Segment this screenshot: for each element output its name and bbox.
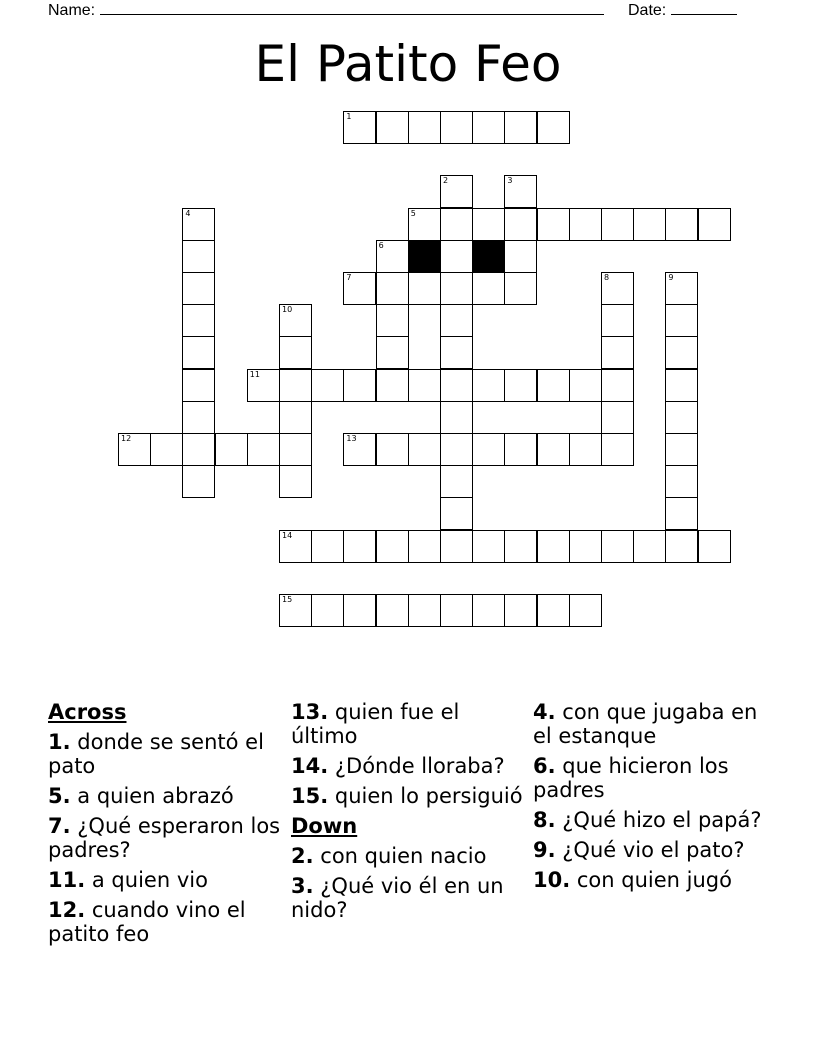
crossword-cell[interactable]	[665, 433, 698, 466]
crossword-cell[interactable]	[311, 530, 344, 563]
crossword-cell[interactable]	[182, 304, 215, 337]
crossword-cell[interactable]	[569, 433, 602, 466]
crossword-cell[interactable]	[472, 272, 505, 305]
crossword-cell[interactable]	[633, 530, 666, 563]
crossword-cell[interactable]	[665, 530, 698, 563]
puzzle-title: El Patito Feo	[254, 35, 562, 93]
crossword-cell[interactable]	[279, 401, 312, 434]
crossword-cell[interactable]	[376, 111, 409, 144]
crossword-cell[interactable]	[440, 208, 473, 241]
blocked-cell	[408, 240, 441, 273]
clue-across-5: 5. a quien abrazó	[48, 784, 234, 808]
crossword-cell[interactable]	[279, 594, 312, 627]
crossword-cell[interactable]	[601, 304, 634, 337]
clue-across-15: 15. quien lo persiguió	[291, 784, 523, 808]
crossword-cell[interactable]	[440, 369, 473, 402]
crossword-cell[interactable]	[472, 111, 505, 144]
clue-across-11: 11. a quien vio	[48, 868, 208, 892]
crossword-cell[interactable]	[504, 111, 537, 144]
crossword-cell[interactable]	[472, 369, 505, 402]
crossword-cell[interactable]	[182, 336, 215, 369]
crossword-cell[interactable]	[601, 433, 634, 466]
date-label: Date:	[628, 2, 667, 19]
clue-across-7: 7. ¿Qué esperaron los padres?	[48, 814, 281, 862]
crossword-cell[interactable]	[376, 433, 409, 466]
crossword-cell[interactable]	[408, 208, 441, 241]
crossword-cell[interactable]	[182, 401, 215, 434]
crossword-cell[interactable]	[472, 208, 505, 241]
crossword-cell[interactable]	[376, 530, 409, 563]
clue-across-13: 13. quien fue el último	[291, 700, 460, 748]
crossword-cell[interactable]	[440, 336, 473, 369]
crossword-cell[interactable]	[343, 530, 376, 563]
clue-down-2: 2. con quien nacio	[291, 844, 487, 868]
crossword-cell[interactable]	[472, 433, 505, 466]
crossword-cell[interactable]	[376, 594, 409, 627]
clue-across-1: 1. donde se sentó el pato	[48, 730, 264, 778]
clue-number: 14	[282, 530, 293, 540]
crossword-cell[interactable]	[601, 401, 634, 434]
clue-number: 6	[378, 240, 384, 250]
crossword-cell[interactable]	[440, 465, 473, 498]
crossword-cell[interactable]	[440, 433, 473, 466]
crossword-cell[interactable]	[504, 240, 537, 273]
clue-number: 10	[282, 305, 293, 315]
crossword-cell[interactable]	[182, 240, 215, 273]
crossword-cell[interactable]	[376, 272, 409, 305]
crossword-cell[interactable]	[665, 304, 698, 337]
clue-number: 9	[668, 273, 674, 282]
clue-column-2	[291, 700, 531, 928]
clue-number: 5	[410, 208, 416, 218]
crossword-cell[interactable]	[440, 304, 473, 337]
crossword-cell[interactable]	[376, 304, 409, 337]
crossword-cell[interactable]	[569, 594, 602, 627]
crossword-cell[interactable]	[665, 401, 698, 434]
clue-down-10: 10. con quien jugó	[533, 868, 732, 892]
crossword-cell[interactable]	[504, 594, 537, 627]
crossword-cell[interactable]	[698, 530, 731, 563]
clue-down-4: 4. con que jugaba en el estanque	[533, 700, 758, 748]
crossword-cell[interactable]	[537, 594, 570, 627]
crossword-cell[interactable]	[215, 433, 248, 466]
crossword-cell[interactable]	[601, 272, 634, 305]
crossword-cell[interactable]	[279, 465, 312, 498]
crossword-cell[interactable]	[537, 433, 570, 466]
crossword-cell[interactable]	[504, 272, 537, 305]
crossword-cell[interactable]	[343, 594, 376, 627]
crossword-cell[interactable]	[569, 530, 602, 563]
crossword-cell[interactable]	[569, 208, 602, 241]
crossword-cell[interactable]	[247, 369, 280, 402]
crossword-cell[interactable]	[665, 497, 698, 530]
crossword-cell[interactable]	[601, 369, 634, 402]
crossword-cell[interactable]	[440, 594, 473, 627]
crossword-cell[interactable]	[279, 433, 312, 466]
clue-column-3	[533, 700, 773, 898]
clue-number: 3	[507, 176, 513, 186]
crossword-cell[interactable]	[440, 111, 473, 144]
clue-number: 4	[185, 208, 191, 218]
blocked-cell	[472, 240, 505, 273]
crossword-cell[interactable]	[472, 530, 505, 563]
crossword-cell[interactable]	[182, 208, 215, 241]
crossword-cell[interactable]	[343, 369, 376, 402]
crossword-cell[interactable]	[665, 369, 698, 402]
clue-across-14: 14. ¿Dónde lloraba?	[291, 754, 505, 778]
crossword-cell[interactable]	[343, 111, 376, 144]
crossword-cell[interactable]	[279, 336, 312, 369]
crossword-cell[interactable]	[118, 433, 151, 466]
crossword-cell[interactable]	[504, 369, 537, 402]
clue-down-6: 6. que hicieron los padres	[533, 754, 729, 802]
crossword-cell[interactable]	[601, 336, 634, 369]
crossword-cell[interactable]	[665, 465, 698, 498]
crossword-cell[interactable]	[343, 433, 376, 466]
crossword-cell[interactable]	[343, 272, 376, 305]
clue-column-1	[48, 700, 288, 952]
clue-number: 12	[121, 434, 132, 443]
crossword-cell[interactable]	[504, 530, 537, 563]
crossword-cell[interactable]	[440, 272, 473, 305]
date-line	[671, 0, 737, 15]
crossword-cell[interactable]	[408, 272, 441, 305]
crossword-cell[interactable]	[698, 208, 731, 241]
crossword-cell[interactable]	[665, 336, 698, 369]
crossword-cell[interactable]	[311, 594, 344, 627]
crossword-cell[interactable]	[440, 497, 473, 530]
crossword-cell[interactable]	[408, 433, 441, 466]
crossword-cell[interactable]	[440, 530, 473, 563]
crossword-cell[interactable]	[665, 272, 698, 305]
crossword-cell[interactable]	[504, 433, 537, 466]
clue-down-8: 8. ¿Qué hizo el papá?	[533, 808, 762, 832]
crossword-cell[interactable]	[665, 208, 698, 241]
crossword-cell[interactable]	[279, 304, 312, 337]
clue-across-12: 12. cuando vino el patito feo	[48, 898, 246, 946]
crossword-cell[interactable]	[311, 369, 344, 402]
clue-down-3: 3. ¿Qué vio él en un nido?	[291, 874, 504, 922]
clue-number: 7	[346, 273, 352, 282]
crossword-cell[interactable]	[537, 530, 570, 563]
crossword-cell[interactable]	[440, 175, 473, 208]
crossword-cell[interactable]	[279, 530, 312, 563]
crossword-cell[interactable]	[601, 530, 634, 563]
clue-number: 15	[282, 595, 293, 604]
crossword-cell[interactable]	[376, 240, 409, 273]
crossword-cell[interactable]	[601, 208, 634, 241]
crossword-cell[interactable]	[279, 369, 312, 402]
clue-number: 11	[249, 369, 260, 379]
crossword-cell[interactable]	[408, 369, 441, 402]
date-field	[628, 0, 737, 20]
crossword-cell[interactable]	[247, 433, 280, 466]
crossword-cell[interactable]	[440, 401, 473, 434]
name-label: Name:	[48, 2, 96, 19]
crossword-cell[interactable]	[182, 465, 215, 498]
crossword-cell[interactable]	[182, 433, 215, 466]
crossword-cell[interactable]	[537, 208, 570, 241]
clue-number: 13	[346, 434, 357, 443]
crossword-cell[interactable]	[376, 336, 409, 369]
clue-number: 2	[443, 176, 449, 186]
crossword-cell[interactable]	[440, 240, 473, 273]
crossword-cell[interactable]	[633, 208, 666, 241]
down-heading: Down	[291, 814, 358, 838]
clue-number: 8	[604, 273, 610, 282]
crossword-cell[interactable]	[376, 369, 409, 402]
clue-down-9: 9. ¿Qué vio el pato?	[533, 838, 745, 862]
crossword-cell[interactable]	[408, 111, 441, 144]
name-field	[48, 0, 604, 20]
name-line	[100, 0, 604, 15]
crossword-cell[interactable]	[182, 272, 215, 305]
crossword-cell[interactable]	[408, 594, 441, 627]
crossword-cell[interactable]	[472, 594, 505, 627]
across-heading: Across	[48, 700, 127, 724]
crossword-cell[interactable]	[182, 369, 215, 402]
crossword-cell[interactable]	[537, 111, 570, 144]
crossword-cell[interactable]	[504, 175, 537, 208]
crossword-cell[interactable]	[537, 369, 570, 402]
crossword-cell[interactable]	[504, 208, 537, 241]
clue-number: 1	[346, 112, 352, 121]
crossword-cell[interactable]	[150, 433, 183, 466]
crossword-cell[interactable]	[408, 530, 441, 563]
crossword-cell[interactable]	[569, 369, 602, 402]
